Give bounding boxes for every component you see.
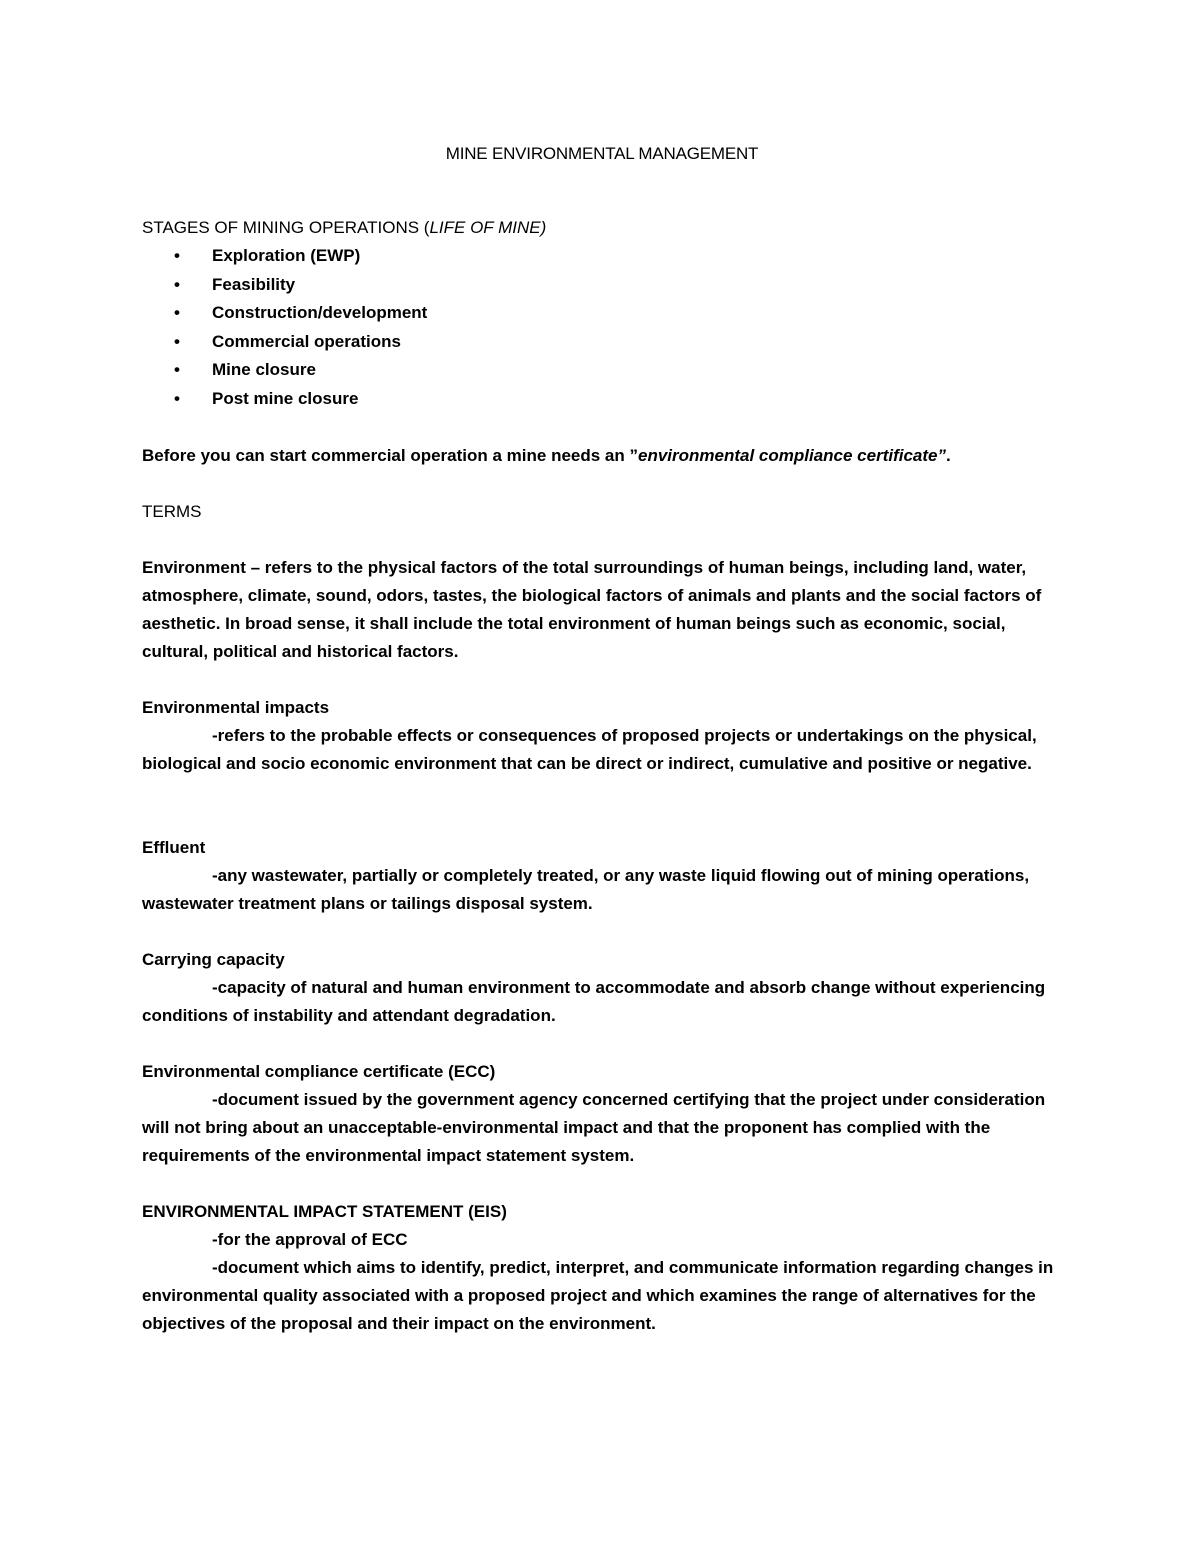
list-item <box>142 328 1062 357</box>
stage-label: Commercial operations <box>212 331 401 351</box>
ecc-note-suffix: . <box>946 445 951 465</box>
bullet-icon: • <box>174 246 180 265</box>
ecc-note-italic: environmental compliance certificate” <box>638 445 946 465</box>
ecc-note <box>142 442 1062 470</box>
list-item <box>142 299 1062 328</box>
bullet-icon: • <box>174 274 180 294</box>
bullet-icon: • <box>174 388 180 408</box>
term-eis: ENVIRONMENTAL IMPACT STATEMENT (EIS) <box>142 1201 507 1221</box>
term-definition: -any wastewater, partially or completely treated, or any waste liquid flowing out of mining operations, wastewater treatment plans or tailings disposal system. <box>142 865 1030 913</box>
stage-label: Feasibility <box>212 274 296 294</box>
stage-label: Post mine closure <box>212 388 359 408</box>
document-body <box>142 140 1062 1338</box>
term-definition: -capacity of natural and human environment to accommodate and absorb change without experiencing conditions of instability and attendant degradation. <box>142 977 1046 1025</box>
stages-heading-text: STAGES OF MINING OPERATIONS ( <box>142 218 430 237</box>
eis-definition: -document which aims to identify, predict, interpret, and communicate information regarding changes in environmental quality associated with a proposed project and which examines the range of alternatives for the objectives of the proposal and their impact on the environment. <box>142 1257 1054 1333</box>
bullet-icon: • <box>174 360 180 380</box>
bullet-icon: • <box>174 303 180 323</box>
list-item <box>142 242 1062 271</box>
term-environmental-impacts: Environmental impacts <box>142 697 330 717</box>
stage-label: Mine closure <box>212 360 316 380</box>
term-definition: -document issued by the government agency concerned certifying that the project under consideration will not bring about an unacceptable-environmental impact and that the proponent has complied with the requirements of the environmental impact statement system. <box>142 1089 1046 1165</box>
stages-heading-italic: LIFE OF MINE) <box>429 218 547 237</box>
term-ecc: Environmental compliance certificate (ECC) <box>142 1061 496 1081</box>
environment-definition: Environment – refers to the physical factors of the total surroundings of human beings, including land, water, atmosphere, climate, sound, odors, tastes, the biological factors of animals and plants and the social factors of aesthetic. In broad sense, it shall include the total environment of human beings such as economic, social, cultural, political and historical factors. <box>142 557 1042 661</box>
list-item <box>142 271 1062 300</box>
term-carrying-capacity: Carrying capacity <box>142 949 285 969</box>
stages-list <box>142 242 1062 414</box>
eis-approval-line: -for the approval of ECC <box>212 1229 408 1249</box>
stages-heading <box>142 214 1062 242</box>
stage-label: Construction/development <box>212 303 428 323</box>
list-item <box>142 356 1062 385</box>
bullet-icon: • <box>174 331 180 351</box>
term-effluent: Effluent <box>142 837 206 857</box>
stage-label: Exploration (EWP) <box>212 246 361 265</box>
list-item <box>142 385 1062 414</box>
document-title: MINE ENVIRONMENTAL MANAGEMENT <box>445 144 759 163</box>
terms-heading: TERMS <box>142 501 202 521</box>
ecc-note-prefix: Before you can start commercial operation a mine needs an ” <box>142 445 638 465</box>
term-definition: -refers to the probable effects or consequences of proposed projects or undertakings on the physical, biological and socio economic environment that can be direct or indirect, cumulative and positive or negative. <box>142 725 1037 773</box>
